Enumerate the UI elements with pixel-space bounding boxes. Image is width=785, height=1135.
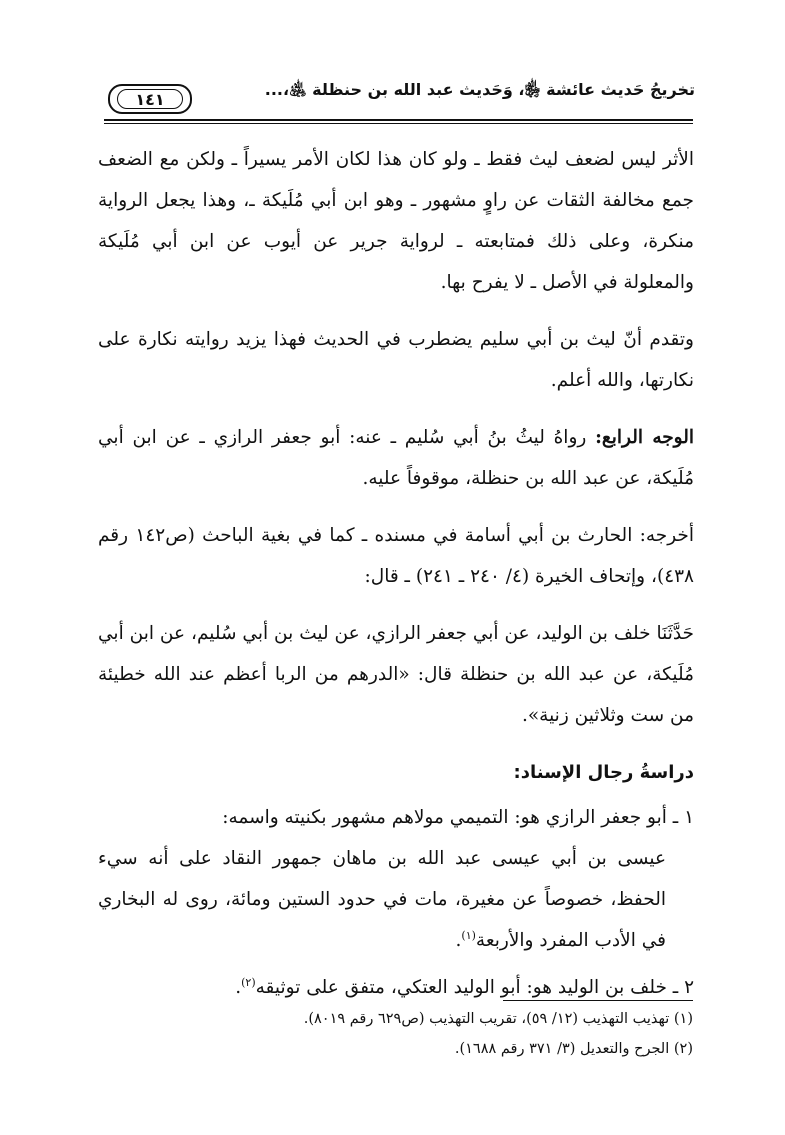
paragraph-4: أخرجه: الحارث بن أبي أسامة في مسنده ـ كما في بغية الباحث (ص١٤٢ رقم ٤٣٨)، وإتحاف الخيرة (٤/ ٢٤٠ ـ ٢٤١) ـ قال:: [98, 525, 694, 587]
footnote-1: (١) تهذيب التهذيب (١٢/ ٥٩)، تقريب التهذيب (ص٦٢٩ رقم ٨٠١٩).: [303, 1011, 693, 1027]
paragraph-3-lead: الوجه الرابع:: [595, 427, 695, 448]
header-rule: [104, 119, 693, 121]
footnote-2: (٢) الجرح والتعديل (٣/ ٣٧١ رقم ١٦٨٨).: [454, 1041, 693, 1057]
page-number: ١٤١: [117, 89, 183, 109]
footnote-separator: [503, 1000, 693, 1001]
list-item-2-text: ٢ ـ خلف بن الوليد هو: أبو الوليد العتكي، متفق على توثيقه: [255, 977, 694, 998]
list-item-2: [98, 967, 694, 1008]
main-text: [98, 139, 694, 1008]
paragraph-3-text: رواهُ ليثُ بنُ أبي سُليم ـ عنه: أبو جعفر الرازي ـ عن ابن أبي مُلَيكة، عن عبد الله بن حنظلة، موقوفاً عليه.: [98, 427, 694, 489]
section-heading: دراسةُ رجال الإسناد:: [513, 762, 694, 783]
page-number-frame: [108, 84, 192, 114]
list-item-2-end: .: [235, 977, 242, 998]
running-header-title: تخريجُ حَديث عائشة ﵂، وَحَديث عبد الله بن حنظلة ﵁،...: [264, 80, 695, 99]
header-rule-thin: [104, 123, 693, 124]
footnote-ref-1[interactable]: (١): [461, 928, 476, 942]
list-item-1-end: .: [455, 930, 462, 951]
list-item-1-text: عيسى بن أبي عيسى عبد الله بن ماهان جمهور النقاد على أنه سيء الحفظ، خصوصاً عن مغيرة، مات في حدود الستين ومائة، روى له البخاري في الأدب المفرد والأربعة: [98, 848, 666, 951]
footnotes: [97, 1004, 693, 1064]
paragraph-5: حَدَّثَنَا خلف بن الوليد، عن أبي جعفر الرازي، عن ليث بن أبي سُليم، عن ابن أبي مُلَيكة، عن عبد الله بن حنظلة قال: «الدرهم من الربا أعظم عند الله خطيئة من ست وثلاثين زنية».: [98, 623, 694, 726]
list-item-1: [98, 797, 694, 838]
list-item-1-first-line: ١ ـ أبو جعفر الرازي هو: التميمي مولاهم مشهور بكنيته واسمه:: [222, 807, 694, 828]
footnote-ref-2[interactable]: (٢): [241, 975, 256, 989]
paragraph-2: وتقدم أنّ ليث بن أبي سليم يضطرب في الحديث فهذا يزيد روايته نكارة على نكارتها، والله أعلم.: [98, 329, 694, 391]
paragraph-1: الأثر ليس لضعف ليث فقط ـ ولو كان هذا لكان الأمر يسيراً ـ ولكن مع الضعف جمع مخالفة الثقات عن راوٍ مشهور ـ وهو ابن أبي مُلَيكة ـ، وهذا يجعل الرواية منكرة، وعلى ذلك فمتابعته ـ لرواية جرير عن أيوب عن ابن أبي مُلَيكة والمعلولة في الأصل ـ لا يفرح بها.: [98, 149, 694, 293]
list-item-1-continuation: [98, 838, 694, 961]
paragraph-3: [98, 417, 694, 499]
